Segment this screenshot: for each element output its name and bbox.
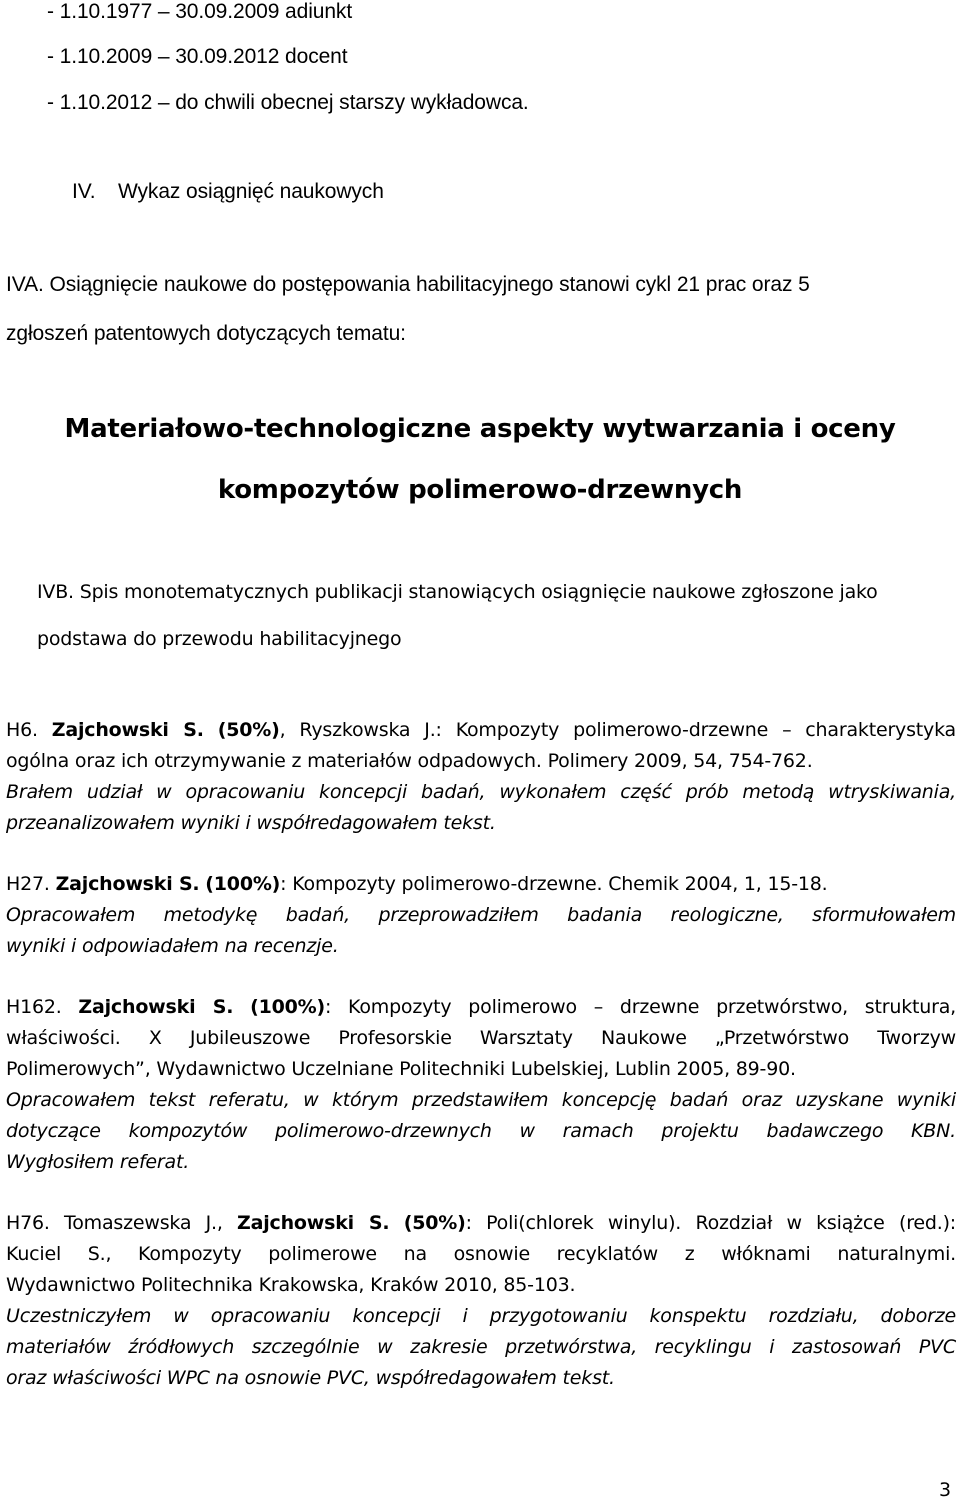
pub-h6-contribution-1: Brałem udział w opracowaniu koncepcji badań, wykonałem część prób metodą wtryskiwania, <box>6 781 956 803</box>
career-line-2: - 1.10.2009 – 30.09.2012 docent <box>47 45 348 68</box>
pub-h76-line-3: Wydawnictwo Politechnika Krakowska, Kraków 2010, 85-103. <box>6 1274 576 1296</box>
pub-h76-line-2: Kuciel S., Kompozyty polimerowe na osnowie recyklatów z włóknami naturalnymi. <box>6 1243 956 1265</box>
pub-h162-contribution-2: dotyczące kompozytów polimerowo-drzewnych w ramach projektu badawczego KBN. <box>6 1120 956 1142</box>
pub-id: H27. <box>6 873 50 895</box>
pub-h27-contribution-1: Opracowałem metodykę badań, przeprowadziłem badania reologiczne, sformułowałem <box>6 904 956 926</box>
pub-id: H162. <box>6 996 62 1018</box>
share: (100%) <box>250 996 325 1018</box>
coauthors: , Ryszkowska J. <box>279 719 436 741</box>
pub-h162-contribution-1: Opracowałem tekst referatu, w którym przedstawiłem koncepcję badań oraz uzyskane wyniki <box>6 1089 956 1111</box>
page-number: 3 <box>939 1479 952 1501</box>
ivb-line-1: IVB. Spis monotematycznych publikacji stanowiących osiągnięcie naukowe zgłoszone jako <box>37 581 878 603</box>
pub-id: H6. <box>6 719 38 741</box>
author-main: Zajchowski S. <box>78 996 234 1018</box>
pub-title: : Kompozyty polimerowo – drzewne przetwórstwo, struktura, <box>325 996 956 1018</box>
pub-h27-contribution-2: wyniki i odpowiadałem na recenzje. <box>6 935 339 957</box>
iva-line-1: IVA. Osiągnięcie naukowe do postępowania habilitacyjnego stanowi cykl 21 prac oraz 5 <box>6 273 810 296</box>
author-main: Zajchowski S. <box>51 719 204 741</box>
pub-h162-line-3: Polimerowych”, Wydawnictwo Uczelniane Politechniki Lubelskiej, Lublin 2005, 89-90. <box>6 1058 796 1080</box>
section-iv-number: IV. <box>72 180 96 203</box>
pub-h162-contribution-3: Wygłosiłem referat. <box>6 1151 190 1173</box>
pub-h6-contribution-2: przeanalizowałem wyniki i współredagowałem tekst. <box>6 812 496 834</box>
share: (50%) <box>217 719 280 741</box>
pub-h162-line-1 <box>6 996 956 1018</box>
pub-h76-contribution-1: Uczestniczyłem w opracowaniu koncepcji i przygotowaniu konspektu rozdziału, doborze <box>6 1305 956 1327</box>
ivb-line-2: podstawa do przewodu habilitacyjnego <box>37 628 402 650</box>
pub-h6-line-1 <box>6 719 956 741</box>
pub-h162-line-2: właściwości. X Jubileuszowe Profesorskie Warsztaty Naukowe „Przetwórstwo Tworzyw <box>6 1027 956 1049</box>
pub-h6-line-2: ogólna oraz ich otrzymywanie z materiałów odpadowych. Polimery 2009, 54, 754-762. <box>6 750 813 772</box>
pub-h76-contribution-2: materiałów źródłowych szczególnie w zakresie przetwórstwa, recyklingu i zastosowań PVC <box>6 1336 956 1358</box>
iva-line-2: zgłoszeń patentowych dotyczących tematu: <box>6 322 406 345</box>
topic-title-line-2: kompozytów polimerowo-drzewnych <box>217 475 743 505</box>
author-main: Zajchowski S. <box>55 873 200 895</box>
career-line-1: - 1.10.1977 – 30.09.2009 adiunkt <box>47 0 353 23</box>
pub-h27-line-1 <box>6 873 828 895</box>
pub-h76-line-1 <box>6 1212 956 1234</box>
pub-h76-contribution-3: oraz właściwości WPC na osnowie PVC, współredagowałem tekst. <box>6 1367 615 1389</box>
career-line-3: - 1.10.2012 – do chwili obecnej starszy wykładowca. <box>47 91 529 114</box>
coauthors: Tomaszewska J., <box>64 1212 238 1234</box>
share: (100%) <box>205 873 281 895</box>
topic-title-line-1: Materiałowo-technologiczne aspekty wytwarzania i oceny <box>64 414 896 444</box>
pub-title: : Poli(chlorek winylu). Rozdział w książce (red.): <box>465 1212 956 1234</box>
pub-id: H76. <box>6 1212 50 1234</box>
author-main: Zajchowski S. <box>237 1212 390 1234</box>
pub-title: : Kompozyty polimerowo-drzewne – charakterystyka <box>435 719 956 741</box>
section-iv-title: Wykaz osiągnięć naukowych <box>118 180 384 203</box>
pub-title: : Kompozyty polimerowo-drzewne. Chemik 2004, 1, 15-18. <box>280 873 828 895</box>
share: (50%) <box>403 1212 466 1234</box>
